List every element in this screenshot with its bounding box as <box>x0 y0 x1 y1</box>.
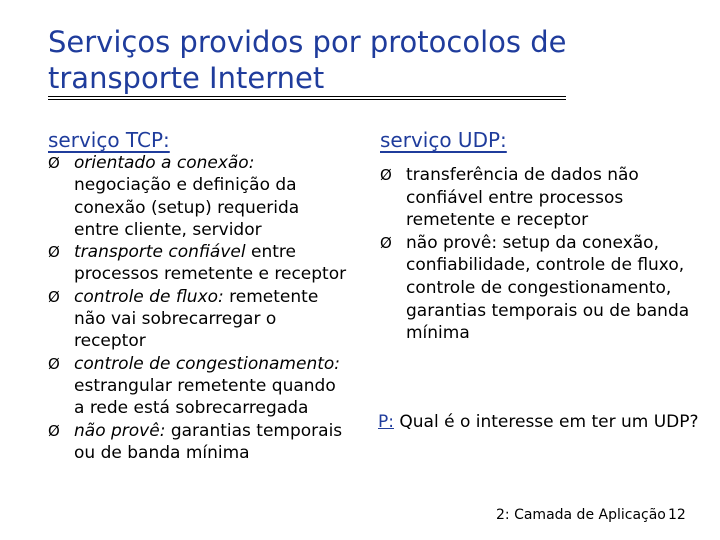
tcp-bullet-text: entre processos remetente e receptor <box>74 242 347 285</box>
tcp-bullet <box>48 286 348 353</box>
tcp-bullet-text: negociação e definição da conexão (setup) requerida entre cliente, servidor <box>74 175 300 240</box>
udp-bullet <box>380 164 690 232</box>
tcp-bullet-emph: orientado a conexão: <box>74 153 255 173</box>
tcp-bullet <box>48 353 348 420</box>
bullet-arrow-icon: Ø <box>48 287 60 306</box>
question-text: Qual é o interesse em ter um UDP? <box>399 412 699 432</box>
slide-title-line2: transporte Internet <box>48 60 566 97</box>
page-number: 12 <box>668 507 686 523</box>
tcp-bullet <box>48 241 348 286</box>
udp-bullet-list <box>380 164 690 345</box>
slide-title <box>48 24 566 100</box>
tcp-bullet <box>48 152 348 241</box>
bullet-arrow-icon: Ø <box>48 243 60 262</box>
tcp-heading: serviço TCP: <box>48 128 170 152</box>
question <box>378 411 699 433</box>
question-label: P: <box>378 412 394 432</box>
footer-chapter: 2: Camada de Aplicação <box>496 507 666 523</box>
bullet-arrow-icon: Ø <box>48 154 60 172</box>
bullet-arrow-icon: Ø <box>380 166 392 184</box>
bullet-arrow-icon: Ø <box>48 354 60 373</box>
slide-title-line1: Serviços providos por protocolos de <box>48 25 567 59</box>
bullet-arrow-icon: Ø <box>380 233 392 252</box>
tcp-bullet-emph: controle de fluxo: <box>74 286 224 307</box>
tcp-bullet-text: remetente não vai sobrecarregar o receptor <box>74 286 319 352</box>
tcp-bullet-list <box>48 152 348 464</box>
tcp-bullet-emph: transporte confiável <box>74 242 246 263</box>
tcp-bullet-emph: controle de congestionamento: <box>74 353 341 374</box>
tcp-bullet <box>48 420 348 465</box>
udp-bullet-text: transferência de dados não confiável entre processos remetente e receptor <box>406 165 639 231</box>
udp-bullet <box>380 232 690 345</box>
udp-heading: serviço UDP: <box>380 128 507 152</box>
udp-bullet-text: não provê: setup da conexão, confiabilidade, controle de fluxo, controle de congestionamento, garantias temporais ou de banda mínima <box>406 232 690 344</box>
bullet-arrow-icon: Ø <box>48 421 60 440</box>
tcp-bullet-emph: não provê: <box>74 420 166 441</box>
tcp-bullet-text: estrangular remetente quando a rede está sobrecarregada <box>74 375 336 419</box>
tcp-bullet-text: garantias temporais ou de banda mínima <box>74 420 343 463</box>
